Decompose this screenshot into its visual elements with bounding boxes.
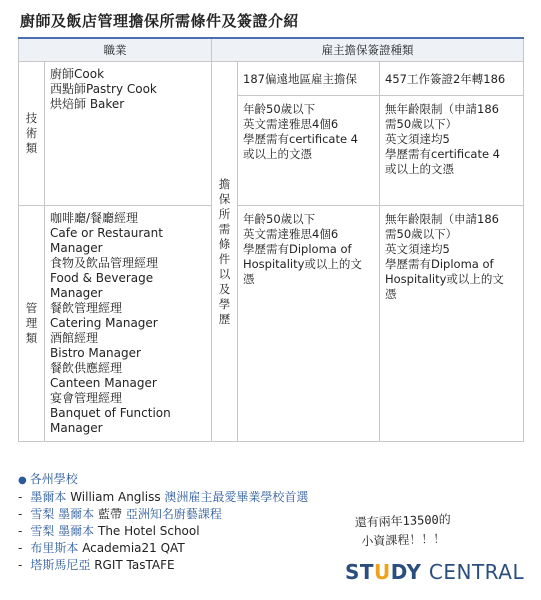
requirements-label: 擔 保 所 需 條 件 以 及 學 歷: [212, 62, 238, 442]
list-item: - 塔斯馬尼亞 RGIT TasTAFE: [18, 558, 175, 572]
category-management: 管 理 類: [19, 206, 45, 442]
bullet-icon: ●: [18, 475, 27, 486]
requirements-table: [18, 37, 524, 442]
study-central-logo: STUDY CENTRAL: [345, 560, 525, 584]
management-457-requirements: 無年齡限制（申請186 需50歲以下） 英文須達均5 學歷需有Diploma of Hospitality或以上的文 憑: [380, 206, 524, 442]
list-item: - 雪梨 墨爾本 The Hotel School: [18, 524, 200, 538]
page-title: 廚師及飯店管理擔保所需條件及簽證介紹: [20, 12, 300, 30]
management-jobs-list: 咖啡廳/餐廳經理 Cafe or Restaurant Manager 食物及飲品管理經理 Food & Beverage Manager 餐飲管理經理 Catering Manager 酒館經理 Bistro Manager 餐飲供應經理 Canteen Manager 宴會管理經理 Banquet of Function Manager: [45, 206, 212, 442]
table-row: [19, 206, 524, 442]
visa-column-header: 雇主擔保簽證種類: [212, 38, 524, 62]
schools-section: [18, 471, 308, 574]
technical-jobs-list: 廚師Cook 西點師Pastry Cook 烘焙師 Baker: [45, 62, 212, 206]
technical-457-requirements: 無年齡限制（申請186 需50歲以下） 英文須達均5 學歷需有certificate 4 或以上的文憑: [380, 96, 524, 206]
category-technical: 技 術 類: [19, 62, 45, 206]
schools-heading: ● 各州學校: [18, 472, 78, 486]
visa-457-header: 457工作簽證2年轉186: [380, 62, 524, 96]
job-column-header: 職業: [19, 38, 212, 62]
visa-187-header: 187偏遠地區雇主擔保: [238, 62, 380, 96]
list-item: - 墨爾本 William Angliss 澳洲雇主最愛畢業學校首選: [18, 490, 309, 504]
list-item: - 布里斯本 Academia21 QAT: [18, 541, 185, 555]
technical-187-requirements: 年齡50歲以下 英文需達雅思4個6 學歷需有certificate 4 或以上的文憑: [238, 96, 380, 206]
list-item: - 雪梨 墨爾本 藍帶 亞洲知名廚藝課程: [18, 507, 222, 521]
table-row: [19, 62, 524, 96]
table-header-row: [19, 38, 524, 62]
handwritten-note: 還有兩年13500的 小資課程！！！: [354, 512, 451, 549]
management-187-requirements: 年齡50歲以下 英文需達雅思4個6 學歷需有Diploma of Hospitality或以上的文 憑: [238, 206, 380, 442]
